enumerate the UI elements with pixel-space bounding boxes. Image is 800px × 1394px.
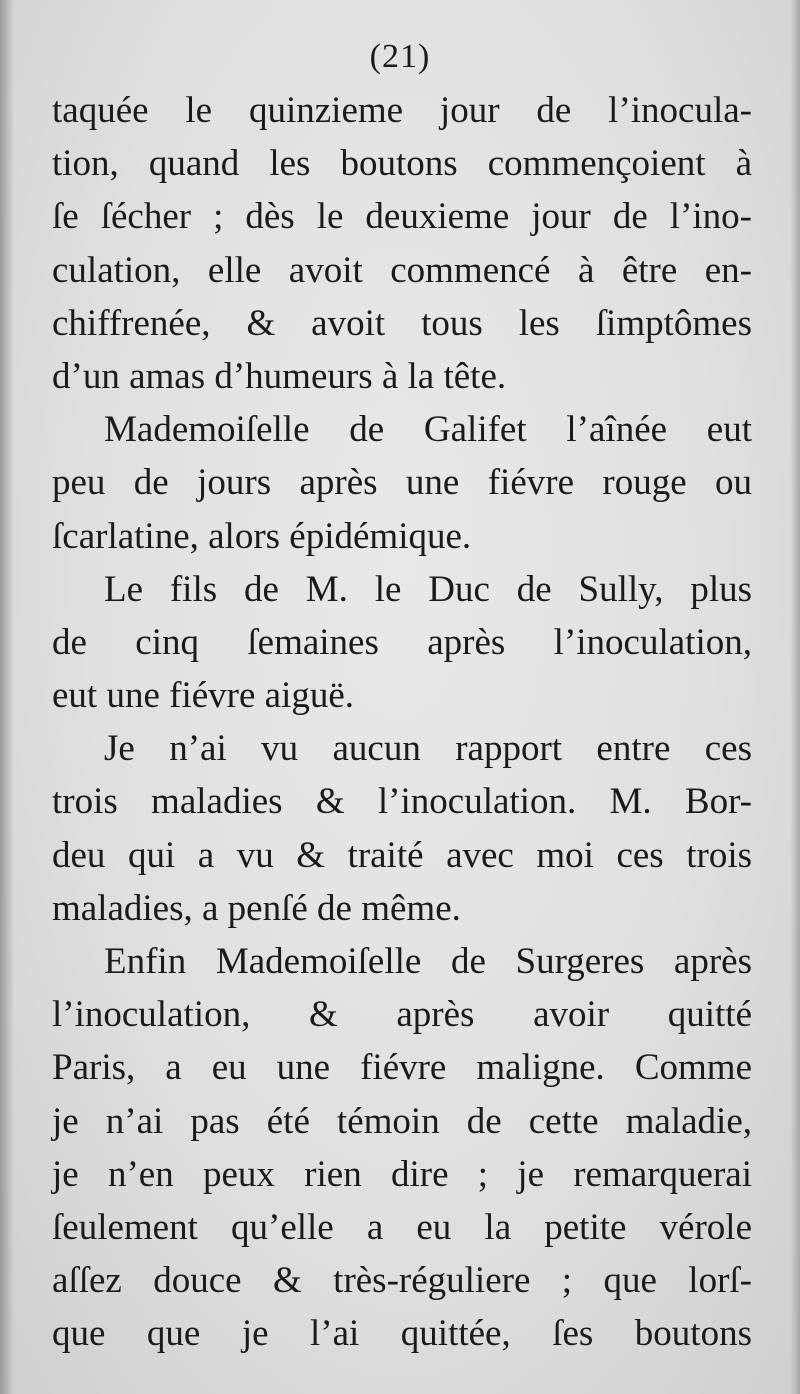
text-line: trois maladies & l’inoculation. M. Bor- xyxy=(52,781,752,823)
paragraph-start-line: Enfin Mademoiſelle de Surgeres après xyxy=(104,941,752,982)
body-text xyxy=(52,84,752,1361)
page-edge-left xyxy=(0,0,14,1394)
text-line: ſcarlatine, alors épidémique. xyxy=(52,515,472,557)
text-line: d’un amas d’humeurs à la tête. xyxy=(52,355,507,397)
text-line: eut une fiévre aiguë. xyxy=(52,675,355,717)
text-line: Paris, a eu une fiévre maligne. Comme xyxy=(52,1047,752,1089)
text-line: peu de jours après une fiévre rouge ou xyxy=(52,462,752,504)
text-line: l’inoculation, & après avoir quitté xyxy=(52,994,752,1036)
page-number: (21) xyxy=(369,38,431,75)
text-line: de cinq ſemaines après l’inoculation, xyxy=(52,621,752,663)
text-line: chiffrenée, & avoit tous les ſimptômes xyxy=(52,302,752,344)
text-line: maladies, a penſé de même. xyxy=(52,887,461,929)
text-line: tion, quand les boutons commençoient à xyxy=(52,143,752,185)
text-line: deu qui a vu & traité avec moi ces trois xyxy=(52,834,752,876)
text-line: ſe ſécher ; dès le deuxieme jour de l’ino- xyxy=(52,196,752,238)
text-line: taquée le quinzieme jour de l’inocula- xyxy=(52,90,752,131)
paragraph-start-line: Je n’ai vu aucun rapport entre ces xyxy=(104,728,752,770)
text-line: je n’en peux rien dire ; je remarquerai xyxy=(52,1153,752,1195)
text-line: ſeulement qu’elle a eu la petite vérole xyxy=(52,1206,752,1248)
text-line: je n’ai pas été témoin de cette maladie, xyxy=(52,1100,752,1142)
paragraph-start-line: Mademoiſelle de Galifet l’aînée eut xyxy=(104,409,752,451)
page-edge-right xyxy=(790,0,800,1394)
text-line: culation, elle avoit commencé à être en- xyxy=(52,249,752,291)
text-line: que que je l’ai quittée, ſes boutons xyxy=(52,1313,752,1355)
paragraph-start-line: Le fils de M. le Duc de Sully, plus xyxy=(104,568,752,610)
text-line: aſſez douce & très-réguliere ; que lorſ- xyxy=(52,1260,752,1302)
